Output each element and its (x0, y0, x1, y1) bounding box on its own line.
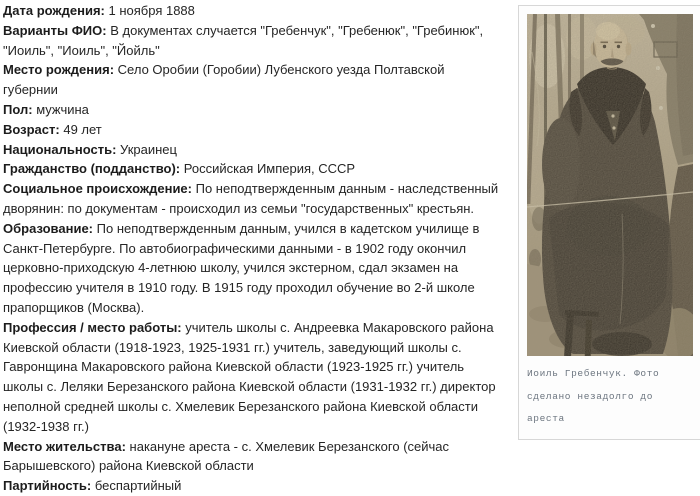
field-value: 1 ноября 1888 (108, 3, 195, 18)
field-value: В документах случается "Гребенчук", "Гребенюк", "Гребинюк", "Иоиль", "Иоиль", "Йойль" (3, 22, 484, 58)
field-value: накануне ареста - с. Хмелевик Березанского (сейчас Барышевского) района Киевской области (3, 438, 450, 474)
field-label: Место жительства: (3, 438, 126, 454)
field-label: Профессия / место работы: (3, 319, 182, 335)
field-label: Партийность: (3, 478, 92, 494)
field-label: Возраст: (3, 121, 60, 137)
field-value: 49 лет (63, 121, 102, 137)
field-label: Дата рождения: (3, 3, 105, 18)
field-value: учитель школы с. Андреевка Макаровского района Киевской области (1918-1923, 1925-1931 гг.) учитель, заведующий школы с. Гавронщина Макаровского района Киевской области (1923-1925 гг.) учитель школы с. Леляки Березанского района Киевской области (1931-1932 гг.) директор неполной средней школы с. Хмелевик Березанского района Киевской области (1932-1938 гг.) (3, 319, 496, 434)
photo-caption: Иоиль Гребенчук. Фото сделано незадолго до ареста (527, 368, 660, 424)
field-citizenship (3, 159, 502, 179)
field-birth-place (3, 60, 502, 100)
field-label: Образование: (3, 220, 94, 236)
field-label: Гражданство (подданство): (3, 161, 181, 177)
field-value: По неподтвержденным данным, учился в кадетском училище в Санкт-Петербурге. По автобиографическими данными - в 1902 году окончил церковно-приходскую 4-летнюю школу, учился экстерном, сдал экзамен на профессию учителя в 1910 году. В 1915 году проходил обучение во 2-й школе прапорщиков (Москва). (3, 220, 480, 315)
field-nationality (3, 140, 502, 160)
field-value: беспартийный (94, 478, 182, 494)
record-details (3, 1, 502, 496)
field-label: Социальное происхождение: (3, 181, 192, 197)
field-value: По неподтвержденным данным - наследственный дворянин: по документам - происходил из семьи "государственных" крестьян. (3, 181, 499, 216)
field-sex (3, 100, 502, 120)
portrait-photo[interactable] (527, 14, 693, 356)
field-party-membership (3, 476, 502, 496)
field-label: Место рождения: (3, 62, 115, 78)
field-residence (3, 437, 502, 477)
field-name-variants (3, 21, 502, 61)
field-value: Село Оробии (Горобии) Лубенского уезда Полтавской губернии (3, 62, 445, 98)
field-value: Украинец (120, 141, 177, 157)
photo-card (518, 5, 700, 440)
field-label: Национальность: (3, 141, 117, 157)
field-profession (3, 318, 502, 437)
field-label: Пол: (3, 101, 33, 117)
field-age (3, 120, 502, 140)
field-value: Российская Империя, СССР (183, 161, 356, 177)
field-birth-date (3, 1, 502, 21)
field-social-origin (3, 179, 502, 219)
field-education (3, 219, 502, 318)
field-label: Варианты ФИО: (3, 22, 107, 38)
field-value: мужчина (36, 101, 89, 117)
